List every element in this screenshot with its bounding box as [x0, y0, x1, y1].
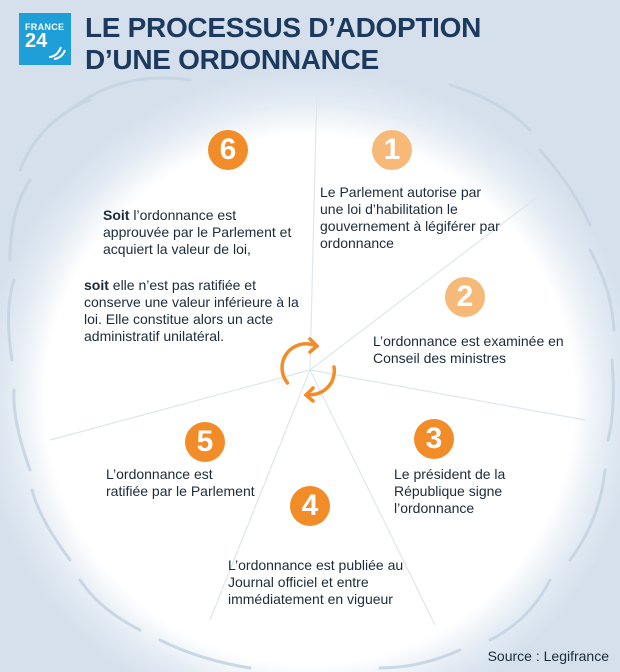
step-6-option-a — [103, 207, 303, 258]
page-title — [85, 12, 481, 76]
title-line-2: D’UNE ORDONNANCE — [85, 44, 379, 75]
step-2-number: 2 — [445, 277, 485, 317]
step-6-option-b-rest: elle n’est pas ratifiée et conserve une valeur inférieure à la loi. Elle constitue alors un acte administratif unilatéral. — [84, 277, 299, 344]
step-6-option-b-lead: soit — [84, 277, 109, 293]
step-2-text: L’ordonnance est examinée en Conseil des ministres — [373, 333, 564, 366]
step-1-text: Le Parlement autorise par une loi d’habilitation le gouvernement à légiférer par ordonnance — [320, 184, 500, 251]
logo-brand-text: FRANCE — [25, 22, 65, 32]
step-5-number: 5 — [185, 422, 225, 462]
step-6-option-a-rest: l’ordonnance est approuvée par le Parlement et acquiert la valeur de loi, — [103, 207, 292, 257]
step-4-number: 4 — [290, 486, 330, 526]
step-3-text: Le président de la République signe l’ordonnance — [394, 466, 506, 516]
step-6-option-a-lead: Soit — [103, 207, 130, 223]
logo-brand-number: 24 — [25, 30, 48, 52]
source-credit: Source : Legifrance — [487, 648, 609, 664]
title-line-1: LE PROCESSUS D’ADOPTION — [85, 12, 482, 43]
step-6-number: 6 — [208, 130, 248, 170]
step-4-text: L’ordonnance est publiée au Journal officiel et entre immédiatement en vigueur — [228, 557, 404, 607]
step-5-text: L’ordonnance est ratifiée par le Parlement — [106, 466, 255, 499]
step-1-number: 1 — [372, 130, 412, 170]
logo-waves-icon — [47, 41, 67, 61]
step-3-number: 3 — [414, 419, 454, 459]
step-6-option-b — [84, 277, 304, 345]
france24-logo — [19, 13, 71, 65]
